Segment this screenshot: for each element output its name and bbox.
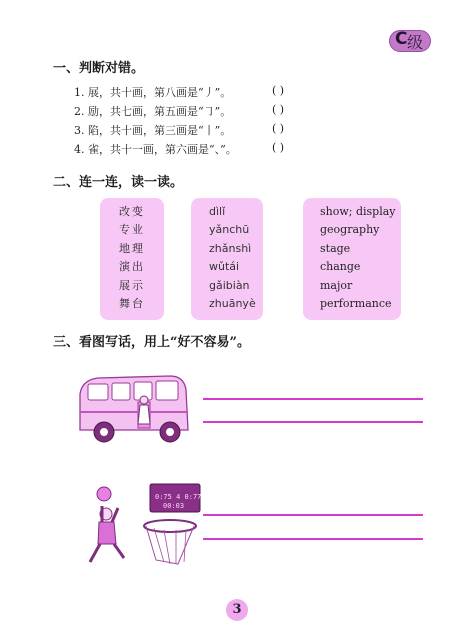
pinyin-word[interactable]: zhuānyè bbox=[209, 296, 256, 310]
scoreboard-score bbox=[155, 493, 201, 501]
writing-line-3[interactable] bbox=[203, 514, 423, 516]
english-word[interactable]: stage bbox=[320, 241, 351, 255]
chinese-word[interactable]: 地理 bbox=[119, 241, 145, 255]
pinyin-box bbox=[191, 198, 263, 320]
writing-line-1[interactable] bbox=[203, 398, 423, 400]
question-1: 1. 展，共十画，第八画是“丿”。 bbox=[74, 86, 232, 99]
question-2: 2. 励，共七画，第五画是“㇆”。 bbox=[74, 105, 232, 118]
answer-blank-3[interactable]: ( ) bbox=[272, 122, 285, 135]
pinyin-word[interactable]: gǎibiàn bbox=[209, 278, 250, 292]
scoreboard-right: 0:77 bbox=[184, 493, 202, 501]
answer-blank-1[interactable]: ( ) bbox=[272, 84, 285, 97]
english-word[interactable]: geography bbox=[320, 223, 380, 237]
answer-blank-4[interactable]: ( ) bbox=[272, 141, 285, 154]
pinyin-word[interactable]: zhǎnshì bbox=[209, 241, 252, 255]
question-3: 3. 陷，共十画，第三画是“丨”。 bbox=[74, 124, 232, 137]
writing-line-2[interactable] bbox=[203, 421, 423, 423]
chinese-word[interactable]: 舞台 bbox=[119, 296, 145, 310]
scoreboard-mid: 4 bbox=[176, 493, 181, 501]
scoreboard-time: 00:03 bbox=[163, 502, 185, 510]
chinese-word[interactable]: 专业 bbox=[119, 223, 145, 237]
section1-title: 一、判断对错。 bbox=[53, 61, 145, 76]
chinese-word[interactable]: 展示 bbox=[119, 278, 145, 292]
chinese-words-box bbox=[100, 198, 164, 320]
chinese-word[interactable]: 改变 bbox=[119, 205, 145, 218]
scoreboard-left: 0:75 bbox=[155, 493, 172, 501]
english-box bbox=[303, 198, 401, 320]
answer-blank-2[interactable]: ( ) bbox=[272, 103, 285, 116]
english-word[interactable]: show; display bbox=[320, 205, 396, 218]
level-badge-letter: C bbox=[395, 29, 408, 49]
section2-title: 二、连一连，读一读。 bbox=[53, 175, 184, 190]
question-4: 4. 雀，共十一画，第六画是“、”。 bbox=[74, 143, 237, 156]
section3-title: 三、看图写话，用上“好不容易”。 bbox=[53, 335, 250, 350]
writing-line-4[interactable] bbox=[203, 538, 423, 540]
level-badge-glyph: 级 bbox=[407, 33, 424, 52]
bus-illustration bbox=[74, 372, 194, 448]
english-word[interactable]: performance bbox=[320, 296, 392, 310]
english-word[interactable]: change bbox=[320, 260, 361, 274]
pinyin-word[interactable]: wǔtái bbox=[209, 260, 240, 274]
page-number: 3 bbox=[232, 602, 242, 617]
pinyin-word[interactable]: dìlǐ bbox=[209, 205, 226, 218]
chinese-word[interactable]: 演出 bbox=[119, 260, 145, 274]
pinyin-word[interactable]: yǎnchū bbox=[209, 223, 250, 237]
english-word[interactable]: major bbox=[320, 278, 353, 292]
